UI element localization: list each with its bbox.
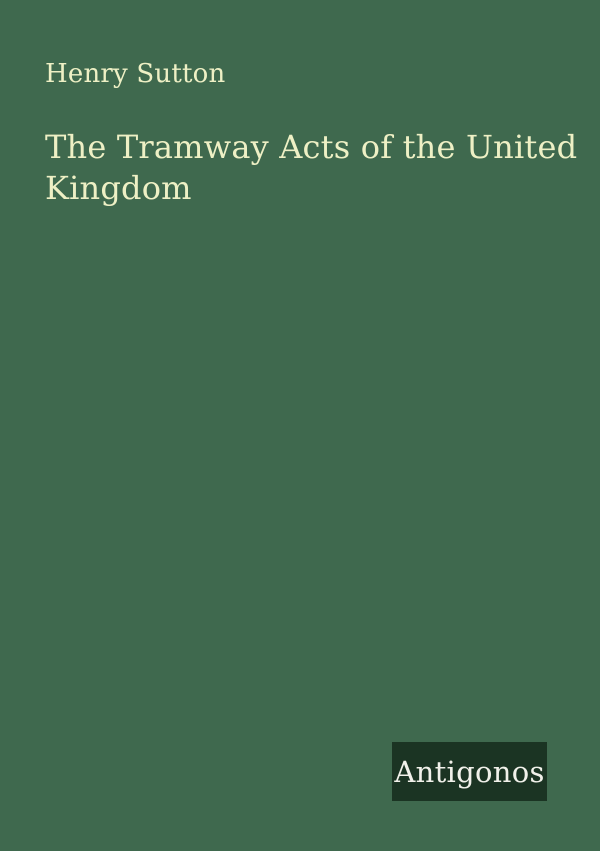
author-name: Henry Sutton xyxy=(45,59,226,89)
publisher-name: Antigonos xyxy=(394,754,545,789)
book-title: The Tramway Acts of the United Kingdom xyxy=(45,128,578,207)
publisher-badge xyxy=(392,742,547,801)
